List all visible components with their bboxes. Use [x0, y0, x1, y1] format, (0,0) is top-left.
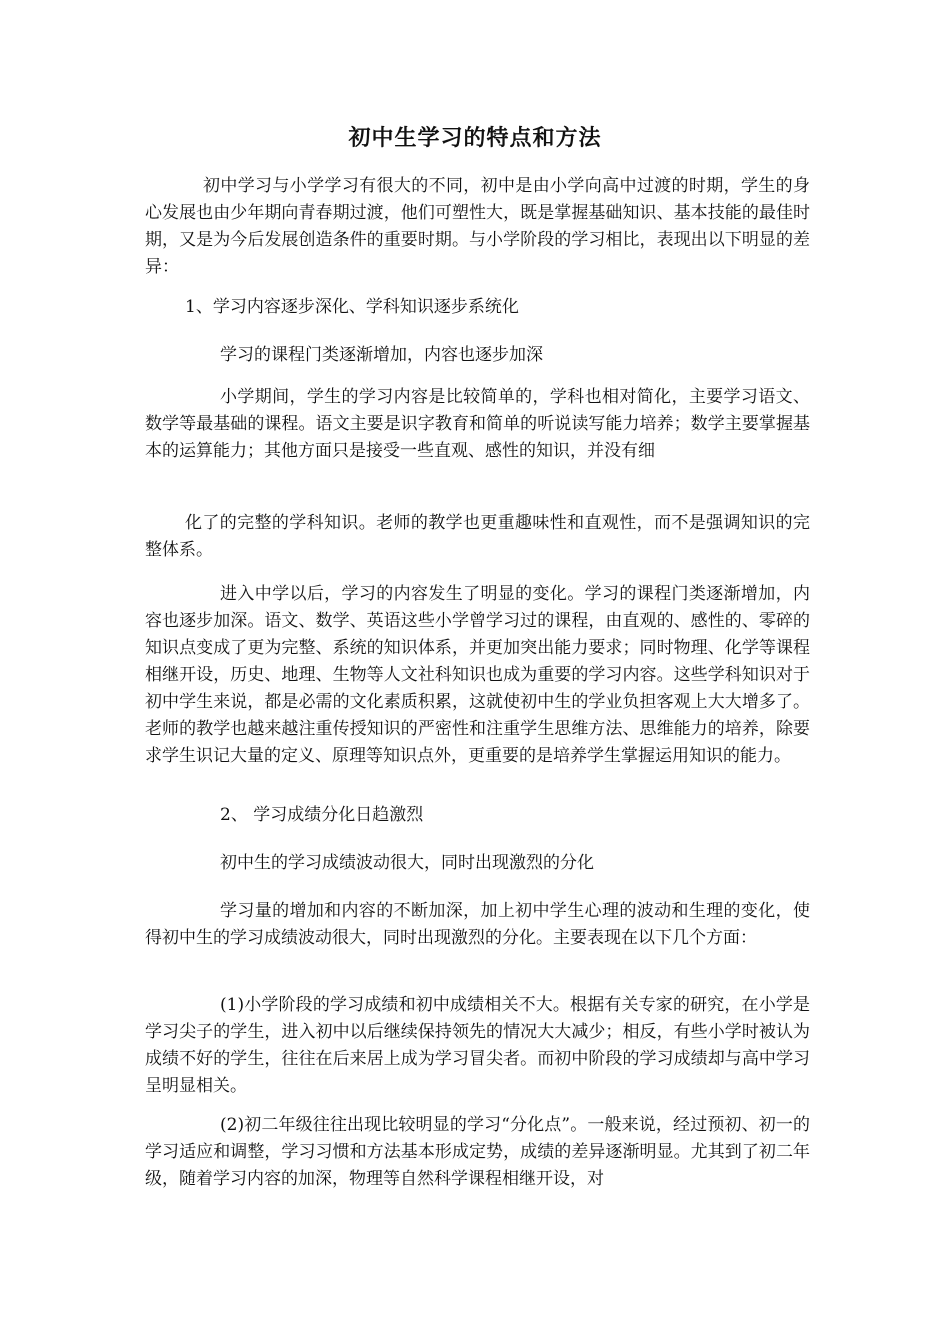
primary-school-paragraph-continued: 化了的完整的学科知识。老师的教学也更重趣味性和直观性，而不是强调知识的完整体系。: [145, 513, 810, 560]
list-item-2: (2)初二年级往往出现比较明显的学习“分化点”。一般来说，经过预初、初一的学习适应和调整，学习习惯和方法基本形成定势，成绩的差异逐渐明显。尤其到了初二年级，随着学习内容的加深，物理等自然科学课程相继开设，对: [145, 1115, 810, 1189]
section-heading-2: 2、 学习成绩分化日趋激烈: [220, 805, 424, 825]
primary-school-paragraph: 小学期间，学生的学习内容是比较简单的，学科也相对简化，主要学习语文、数学等最基础的课程。语文主要是识字教育和简单的听说读写能力培养；数学主要掌握基本的运算能力；其他方面只是接受一些直观、感性的知识，并没有细: [145, 387, 810, 461]
subheading-2: 初中生的学习成绩波动很大，同时出现激烈的分化: [220, 853, 594, 873]
list-item-1: (1)小学阶段的学习成绩和初中成绩相关不大。根据有关专家的研究，在小学是学习尖子的学生，进入初中以后继续保持领先的情况大大减少；相反，有些小学时被认为成绩不好的学生，往往在后来居上成为学习冒尖者。而初中阶段的学习成绩却与高中学习呈明显相关。: [145, 995, 810, 1096]
intro-paragraph: 初中学习与小学学习有很大的不同，初中是由小学向高中过渡的时期，学生的身心发展也由少年期向青春期过渡，他们可塑性大，既是掌握基础知识、基本技能的最佳时期，又是为今后发展创造条件的重要时期。与小学阶段的学习相比，表现出以下明显的差异：: [145, 176, 810, 277]
middle-school-paragraph: 进入中学以后，学习的内容发生了明显的变化。学习的课程门类逐渐增加，内容也逐步加深。语文、数学、英语这些小学曾学习过的课程，由直观的、感性的、零碎的知识点变成了更为完整、系统的知识体系，并更加突出能力要求；同时物理、化学等课程相继开设，历史、地理、生物等人文社科知识也成为重要的学习内容。这些学科知识对于初中学生来说，都是必需的文化素质积累，这就使初中生的学业负担客观上大大增多了。老师的教学也越来越注重传授知识的严密性和注重学生思维方法、思维能力的培养，除要求学生识记大量的定义、原理等知识点外，更重要的是培养学生掌握运用知识的能力。: [145, 584, 810, 766]
subheading-1: 学习的课程门类逐渐增加，内容也逐步加深: [220, 345, 543, 365]
document-title: 初中生学习的特点和方法: [348, 126, 602, 151]
grades-paragraph: 学习量的增加和内容的不断加深，加上初中学生心理的波动和生理的变化，使得初中生的学习成绩波动很大，同时出现激烈的分化。主要表现在以下几个方面：: [145, 901, 810, 948]
section-heading-1: 1、学习内容逐步深化、学科知识逐步系统化: [185, 297, 519, 317]
